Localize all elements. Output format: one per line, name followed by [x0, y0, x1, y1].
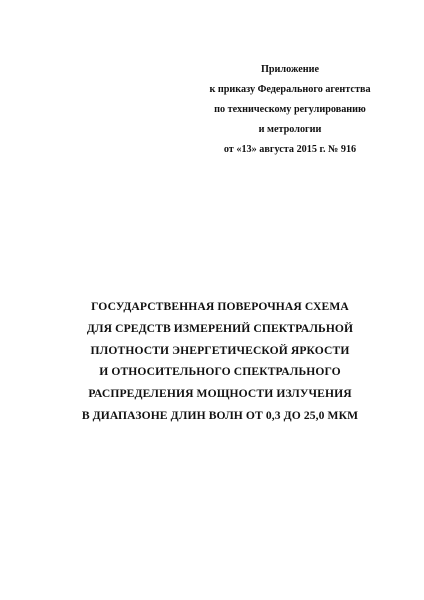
annex-heading: Приложение — [260, 64, 320, 75]
title-line-6: В ДИАПАЗОНЕ ДЛИН ВОЛН ОТ 0,3 ДО 25,0 МКМ — [81, 408, 359, 422]
annex-order-line: к приказу Федерального агентства — [209, 84, 371, 95]
title-line-3: ПЛОТНОСТИ ЭНЕРГЕТИЧЕСКОЙ ЯРКОСТИ — [90, 343, 350, 357]
title-line-1: ГОСУДАРСТВЕННАЯ ПОВЕРОЧНАЯ СХЕМА — [91, 300, 349, 313]
title-line-2: ДЛЯ СРЕДСТВ ИЗМЕРЕНИЙ СПЕКТРАЛЬНОЙ — [86, 321, 354, 335]
title-line-5: РАСПРЕДЕЛЕНИЯ МОЩНОСТИ ИЗЛУЧЕНИЯ — [88, 387, 352, 401]
title-line-4: И ОТНОСИТЕЛЬНОГО СПЕКТРАЛЬНОГО — [99, 365, 341, 379]
annex-block — [190, 60, 390, 160]
annex-date-line: от «13» августа 2015 г. № 916 — [223, 144, 357, 155]
annex-metrology-line: и метрологии — [258, 124, 322, 135]
annex-agency-line: по техническому регулированию — [214, 104, 366, 115]
document-title — [40, 296, 400, 427]
